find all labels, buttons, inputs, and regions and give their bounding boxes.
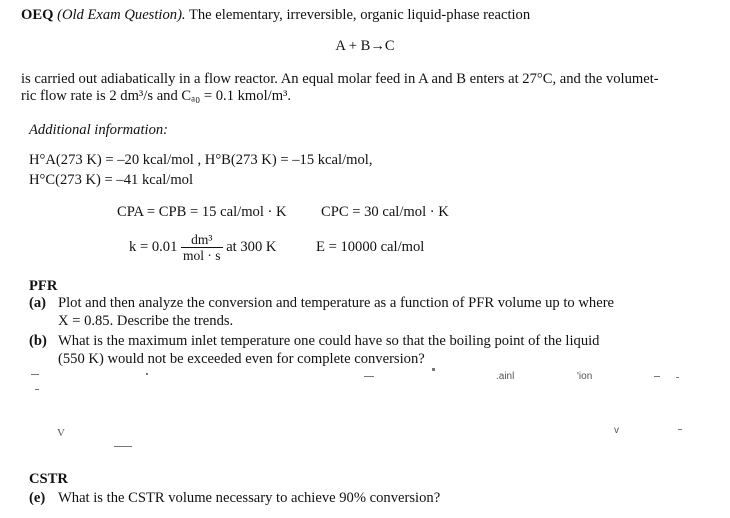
- rate-unit-numerator: dm³: [181, 232, 223, 248]
- description-line-2: ric flow rate is 2 dm³/s and Cₐ₀ = 0.1 kmol/m³.: [21, 88, 292, 104]
- rate-constant-temperature: at 300 K: [226, 239, 277, 255]
- part-e-text: What is the CSTR volume necessary to achieve 90% conversion?: [58, 490, 441, 506]
- enthalpy-line-2: H°C(273 K) = –41 kcal/mol: [29, 172, 194, 188]
- speck-9: [678, 429, 682, 430]
- speck-8: [114, 446, 132, 447]
- rate-constant-value: k = 0.01: [129, 239, 178, 255]
- speck-7: [676, 377, 679, 378]
- speck-3: [146, 373, 148, 375]
- speck-1: [31, 374, 39, 375]
- part-b-line-1: What is the maximum inlet temperature one could have so that the boiling point of the liquid: [58, 333, 600, 349]
- fragment-text-1: V: [57, 427, 65, 439]
- question-tag-note: (Old Exam Question).: [57, 7, 186, 23]
- fragment-text-2: 'ion: [577, 371, 593, 382]
- speck-4: [364, 376, 374, 377]
- description-line-1: is carried out adiabatically in a flow reactor. An equal molar feed in A and B enters at 27°C, and the volumet-: [21, 71, 659, 87]
- question-intro: The elementary, irreversible, organic liquid-phase reaction: [188, 7, 531, 23]
- speck-2: [35, 389, 39, 390]
- enthalpy-line-1: H°A(273 K) = –20 kcal/mol , H°B(273 K) = –15 kcal/mol,: [29, 152, 373, 168]
- heat-capacity-ab: CPA = CPB = 15 cal/mol · K: [117, 204, 287, 220]
- speck-6: [654, 376, 660, 377]
- heat-capacity-c: CPC = 30 cal/mol · K: [321, 204, 449, 220]
- part-a-line-2: X = 0.85. Describe the trends.: [58, 313, 234, 329]
- question-tag: OEQ: [21, 7, 54, 23]
- speck-5: [432, 368, 435, 371]
- part-a-line-1: Plot and then analyze the conversion and temperature as a function of PFR volume up to where: [58, 295, 615, 311]
- rate-unit-denominator: mol · s: [183, 248, 221, 264]
- cstr-heading: CSTR: [29, 471, 68, 487]
- part-e-label: (e): [29, 490, 46, 506]
- additional-info-title: Additional information:: [29, 122, 169, 138]
- part-a-label: (a): [29, 295, 47, 311]
- activation-energy: E = 10000 cal/mol: [316, 239, 425, 255]
- pfr-heading: PFR: [29, 278, 58, 294]
- reaction-equation: A + B→C: [335, 38, 395, 54]
- fragment-text-4: v: [614, 425, 619, 436]
- fragment-text-3: .ainl: [496, 371, 515, 382]
- part-b-line-2: (550 K) would not be exceeded even for complete conversion?: [58, 351, 425, 367]
- part-b-label: (b): [29, 333, 47, 349]
